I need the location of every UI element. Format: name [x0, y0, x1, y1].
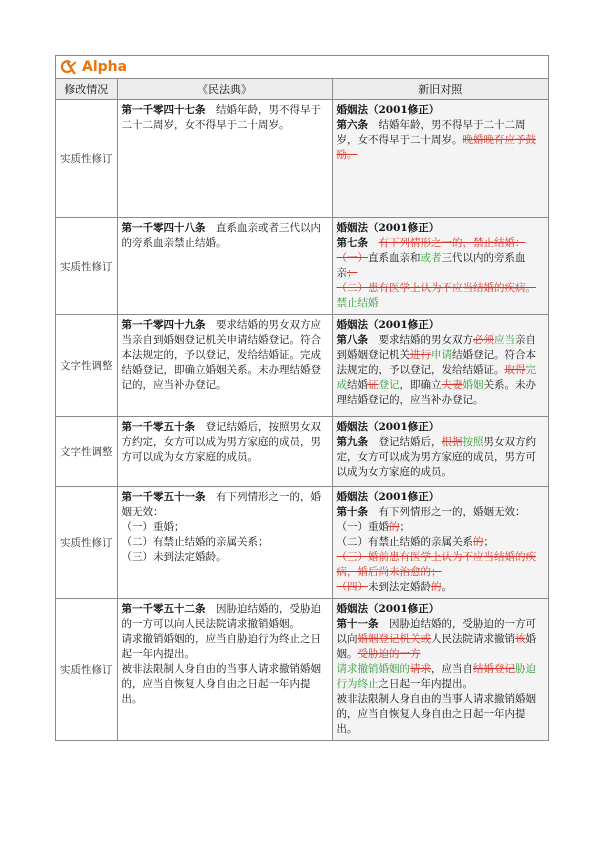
- comparison-text: ，即确立: [399, 379, 442, 391]
- article-title: 第一千零四十九条: [121, 319, 206, 331]
- deleted-text: 该: [515, 633, 526, 645]
- comparison-cell: [332, 599, 548, 741]
- table-row: [56, 100, 548, 218]
- comparison-text: 未到法定婚龄: [368, 581, 431, 593]
- deleted-text: （一）: [336, 252, 368, 264]
- table-row: [56, 599, 548, 741]
- comparison-heading: 婚姻法（2001修正）: [336, 319, 440, 331]
- comparison-heading: 第十条: [336, 506, 368, 518]
- civil-code-cell: [117, 417, 332, 487]
- comparison-text: （二）有禁止结婚的亲属关系: [336, 536, 473, 548]
- article-item: （二）有禁止结婚的亲属关系；: [121, 536, 269, 548]
- deleted-text: 有下列情形之一的，禁止结婚：: [378, 237, 526, 249]
- comparison-text: （一）重婚: [336, 521, 389, 533]
- article-title: 第一千零四十八条: [121, 222, 206, 234]
- article-title: 第一千零五十二条: [121, 603, 206, 615]
- deleted-text: （四）: [336, 581, 368, 593]
- header-change-type: 修改情况: [56, 79, 117, 100]
- comparison-text: ；: [483, 536, 494, 548]
- deleted-text: 必须: [473, 334, 494, 346]
- inserted-text: 登记: [378, 379, 400, 391]
- deleted-text: 证: [368, 379, 379, 391]
- deleted-text: 的: [389, 521, 400, 533]
- article-text: [122, 420, 328, 465]
- table-row: [56, 315, 548, 417]
- comparison-text: 亲自到婚姻登记机关: [336, 334, 536, 361]
- inserted-text: 禁止结婚: [336, 297, 379, 309]
- change-type-cell: 实质性修订: [56, 487, 117, 599]
- article-body: 要求结婚的男女双方应当亲自到婚姻登记机关申请结婚登记。符合本法规定的，予以登记，发给结婚证。完成结婚登记，即确立婚姻关系。未办理结婚登记的，应当补办登记。: [121, 319, 321, 391]
- header-civil-code: 《民法典》: [117, 79, 332, 100]
- deleted-text: 请求: [410, 663, 431, 675]
- article-text: [122, 602, 328, 632]
- inserted-text: 应当: [494, 334, 515, 346]
- change-type-cell: 文字性调整: [56, 417, 117, 487]
- change-type-cell: 实质性修订: [56, 100, 117, 218]
- civil-code-cell: [117, 599, 332, 741]
- article-title: 第一千零四十七条: [121, 104, 206, 116]
- deleted-text: 取得: [504, 364, 526, 376]
- comparison-text: [368, 237, 379, 249]
- deleted-text: （二）患有医学上认为不应当结婚的疾病。: [336, 282, 536, 294]
- deleted-text: 晚婚晚育应予鼓励。: [336, 134, 536, 161]
- deleted-text: 受胁迫的一方: [357, 648, 421, 660]
- comparison-text: ，应当自: [431, 663, 473, 675]
- comparison-text: 结婚登记。符合本法规定的，予以登记，发给结婚证。: [336, 349, 536, 376]
- comparison-heading: 婚姻法（2001修正）: [336, 421, 440, 433]
- table-header-row: [56, 79, 548, 100]
- inserted-text: 胁迫行为终止: [336, 663, 536, 690]
- article-text: [122, 490, 328, 520]
- deleted-text: 夫妻: [441, 379, 463, 391]
- civil-code-cell: [117, 315, 332, 417]
- comparison-cell: [332, 487, 548, 599]
- deleted-text: 进行: [410, 349, 431, 361]
- change-type-cell: 文字性调整: [56, 315, 117, 417]
- comparison-cell: [332, 218, 548, 315]
- article-body: 结婚年龄，男不得早于二十二周岁，女不得早于二十周岁。: [121, 104, 321, 131]
- article-title: 第一千零五十条: [121, 421, 195, 433]
- comparison-text: 结婚年龄，男不得早于二十二周岁，女不得早于二十周岁。: [336, 119, 526, 146]
- alpha-logo-icon: [60, 59, 78, 75]
- article-text: [122, 103, 328, 133]
- civil-code-cell: [117, 487, 332, 599]
- article-body: 直系血亲或者三代以内的旁系血亲禁止结婚。: [121, 222, 321, 249]
- table-row: [56, 487, 548, 599]
- inserted-text: 申请: [431, 349, 452, 361]
- comparison-sheet: [55, 55, 549, 741]
- article-body: 登记结婚后，按照男女双方约定，女方可以成为男方家庭的成员，男方可以成为女方家庭的成员。: [121, 421, 321, 463]
- table-row: [56, 417, 548, 487]
- deleted-text: ；: [347, 267, 358, 279]
- comparison-text: 有下列情形之一的，婚姻无效：: [368, 506, 526, 518]
- deleted-text: 的: [431, 581, 442, 593]
- comparison-text: 之日起一年内提出。: [378, 678, 473, 690]
- comparison-table: [56, 79, 548, 740]
- comparison-cell: [332, 100, 548, 218]
- article-body: 因胁迫结婚的，受胁迫的一方可以向人民法院请求撤销婚姻。: [121, 603, 321, 630]
- comparison-heading: 第六条: [336, 119, 368, 131]
- comparison-heading: 婚姻法（2001修正）: [336, 491, 440, 503]
- comparison-text: 直系血亲和: [368, 252, 421, 264]
- comparison-cell: [332, 417, 548, 487]
- comparison-heading: 第九条: [336, 436, 368, 448]
- comparison-text: 要求结婚的男女双方: [368, 334, 473, 346]
- change-type-cell: 实质性修订: [56, 218, 117, 315]
- inserted-text: 请求撤销婚姻的: [336, 663, 410, 675]
- inserted-text: 按照: [462, 436, 484, 448]
- comparison-text: 人民法院请求撤销: [431, 633, 515, 645]
- comparison-heading: 第七条: [336, 237, 368, 249]
- article-item: （三）未到法定婚龄。: [121, 551, 227, 563]
- article-title: 第一千零五十一条: [121, 491, 206, 503]
- comparison-text: 男女双方约定，女方可以成为男方家庭的成员，男方可以成为女方家庭的成员。: [336, 436, 536, 478]
- comparison-text: 。: [441, 581, 452, 593]
- comparison-heading: 婚姻法（2001修正）: [336, 222, 440, 234]
- header-old-new-comparison: 新旧对照: [332, 79, 548, 100]
- comparison-text: 婚姻。: [336, 633, 536, 660]
- comparison-cell: [332, 315, 548, 417]
- change-type-cell: 实质性修订: [56, 599, 117, 741]
- deleted-text: 的: [473, 536, 484, 548]
- deleted-text: 婚姻登记机关或: [357, 633, 431, 645]
- article-item: 请求撤销婚姻的，应当自胁迫行为终止之日起一年内提出。: [121, 633, 321, 660]
- comparison-text: ；: [399, 521, 410, 533]
- deleted-text: 结婚登记: [473, 663, 515, 675]
- civil-code-cell: [117, 218, 332, 315]
- comparison-text: 关系。未办理结婚登记的，应当补办登记。: [336, 379, 536, 406]
- deleted-text: （三）: [336, 551, 368, 563]
- inserted-text: 或者: [420, 252, 442, 264]
- inserted-text: 完成: [336, 364, 536, 391]
- civil-code-cell: [117, 100, 332, 218]
- comparison-text: 三代以内的旁系血亲: [336, 252, 526, 279]
- article-item: （一）重婚；: [121, 521, 185, 533]
- deleted-text: 婚前患有医学上认为不应当结婚的疾病，婚后尚未治愈的；: [336, 551, 536, 578]
- comparison-text: 结婚: [347, 379, 368, 391]
- article-text: [122, 318, 328, 393]
- comparison-heading: 第十一条: [336, 618, 379, 630]
- article-item: 被非法限制人身自由的当事人请求撤销婚姻的，应当自恢复人身自由之日起一年内提出。: [121, 663, 321, 705]
- brand-name: Alpha: [82, 59, 128, 75]
- comparison-text: 因胁迫结婚的，受胁迫的一方可以向: [336, 618, 536, 645]
- article-body: 有下列情形之一的，婚姻无效：: [121, 491, 321, 518]
- deleted-text: 根据: [441, 436, 463, 448]
- comparison-heading: 第八条: [336, 334, 368, 346]
- comparison-heading: 婚姻法（2001修正）: [336, 603, 440, 615]
- comparison-heading: 婚姻法（2001修正）: [336, 104, 440, 116]
- article-text: [122, 221, 328, 251]
- comparison-text: 被非法限制人身自由的当事人请求撤销婚姻的，应当自恢复人身自由之日起一年内提出。: [336, 693, 536, 735]
- comparison-text: 登记结婚后，: [368, 436, 442, 448]
- brand-bar: [56, 56, 548, 79]
- table-row: [56, 218, 548, 315]
- inserted-text: 婚姻: [462, 379, 484, 391]
